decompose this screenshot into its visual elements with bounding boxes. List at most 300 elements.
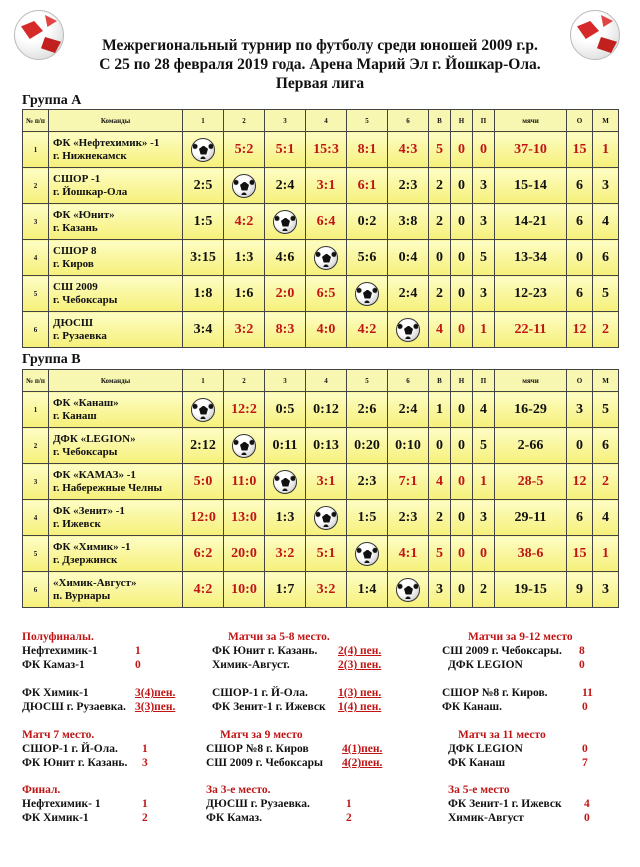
wins-count: 5: [429, 132, 451, 168]
row-number: 2: [23, 428, 49, 464]
match-score: 4: [584, 798, 590, 810]
column-header: № п/п: [23, 110, 49, 132]
team-city: г. Набережные Челны: [53, 481, 163, 494]
match-team: СШ 2009 г. Чебоксары.: [442, 645, 562, 657]
match-team: СШОР №8 г. Киров: [206, 743, 309, 755]
soccer-ball-icon: [396, 318, 420, 342]
match-score: 2(4) пен.: [338, 645, 382, 657]
match-result: 3:4: [183, 312, 224, 348]
soccer-ball-icon: [191, 398, 215, 422]
points: 12: [567, 312, 593, 348]
match-team: СШОР-1 г. Й-Ола.: [212, 687, 308, 699]
goals-ratio: 2-66: [495, 428, 567, 464]
soccer-ball-icon: [232, 174, 256, 198]
final-section: [22, 783, 202, 825]
column-header: О: [567, 370, 593, 392]
points: 3: [567, 392, 593, 428]
table-header-row: [23, 110, 619, 132]
column-header: Н: [451, 110, 473, 132]
place: 1: [593, 132, 619, 168]
match-score: 1: [142, 743, 148, 755]
goals-ratio: 29-11: [495, 500, 567, 536]
goals-ratio: 12-23: [495, 276, 567, 312]
column-header: 1: [183, 110, 224, 132]
match-result: 2:4: [388, 392, 429, 428]
team-name: СШОР -1: [53, 172, 101, 185]
table-header-row: [23, 370, 619, 392]
draws-count: 0: [451, 428, 473, 464]
column-header: 2: [224, 110, 265, 132]
place-11-section: [448, 728, 618, 770]
match-result: 11:0: [224, 464, 265, 500]
column-header: О: [567, 110, 593, 132]
column-header: В: [429, 370, 451, 392]
column-header: Команды: [49, 370, 183, 392]
wins-count: 3: [429, 572, 451, 608]
table-row: [23, 204, 619, 240]
table-row: [23, 464, 619, 500]
match-score: 11: [582, 687, 593, 699]
match-team: Нефтехимик- 1: [22, 798, 101, 810]
match-result: 4:6: [265, 240, 306, 276]
match-result: 1:8: [183, 276, 224, 312]
row-number: 5: [23, 276, 49, 312]
tournament-dates: С 25 по 28 февраля 2019 года. Арена Марий Эл г. Йошкар-Ола.: [99, 56, 541, 73]
self-match-cell: [265, 204, 306, 240]
soccer-ball-icon: [191, 138, 215, 162]
goals-ratio: 15-14: [495, 168, 567, 204]
match-score: 1: [135, 645, 141, 657]
place-9-section: [206, 728, 416, 770]
wins-count: 2: [429, 500, 451, 536]
match-score: 8: [579, 645, 585, 657]
match-score: 2(3) пен.: [338, 659, 382, 671]
losses-count: 5: [473, 240, 495, 276]
match-result: 2:3: [347, 464, 388, 500]
column-header: 4: [306, 370, 347, 392]
self-match-cell: [224, 168, 265, 204]
match-result: 2:12: [183, 428, 224, 464]
draws-count: 0: [451, 312, 473, 348]
match-score: 2: [346, 812, 352, 824]
place-5-section: [448, 783, 618, 825]
wins-count: 2: [429, 276, 451, 312]
match-team: ФК Канаш.: [442, 701, 502, 713]
team-cell: [49, 428, 183, 464]
goals-ratio: 14-21: [495, 204, 567, 240]
match-result: 0:4: [388, 240, 429, 276]
match-score: 0: [582, 743, 588, 755]
team-name: ДЮСШ: [53, 316, 93, 329]
match-score: 0: [584, 812, 590, 824]
row-number: 2: [23, 168, 49, 204]
team-name: ФК «Химик» -1: [53, 540, 131, 553]
goals-ratio: 37-10: [495, 132, 567, 168]
row-number: 4: [23, 500, 49, 536]
losses-count: 0: [473, 536, 495, 572]
self-match-cell: [306, 240, 347, 276]
team-name: СШ 2009: [53, 280, 98, 293]
match-result: 0:12: [306, 392, 347, 428]
self-match-cell: [347, 536, 388, 572]
match-result: 3:2: [265, 536, 306, 572]
place: 4: [593, 500, 619, 536]
match-result: 2:0: [265, 276, 306, 312]
place: 3: [593, 168, 619, 204]
self-match-cell: [183, 392, 224, 428]
points: 6: [567, 276, 593, 312]
match-result: 5:2: [224, 132, 265, 168]
match-result: 4:3: [388, 132, 429, 168]
match-team: Нефтехимик-1: [22, 645, 98, 657]
column-header: 4: [306, 110, 347, 132]
match-result: 4:1: [388, 536, 429, 572]
match-result: 3:1: [306, 464, 347, 500]
match-result: 0:10: [388, 428, 429, 464]
match-score: 4(1)пен.: [342, 743, 383, 755]
match-score: 3: [142, 757, 148, 769]
section-title: За 5-е место: [448, 784, 510, 796]
wins-count: 2: [429, 168, 451, 204]
match-result: 0:5: [265, 392, 306, 428]
team-city: г. Киров: [53, 257, 94, 270]
team-cell: [49, 500, 183, 536]
match-result: 5:6: [347, 240, 388, 276]
match-team: ФК Канаш: [448, 757, 506, 769]
goals-ratio: 38-6: [495, 536, 567, 572]
match-result: 2:5: [183, 168, 224, 204]
match-result: 8:3: [265, 312, 306, 348]
match-score: 7: [582, 757, 588, 769]
section-title: Финал.: [22, 784, 61, 796]
soccer-ball-icon: [273, 470, 297, 494]
draws-count: 0: [451, 536, 473, 572]
column-header: 6: [388, 110, 429, 132]
section-title: За 3-е место.: [206, 784, 271, 796]
team-cell: [49, 276, 183, 312]
section-title: Матч 7 место.: [22, 729, 95, 741]
group-a-table: [22, 109, 619, 348]
place: 6: [593, 428, 619, 464]
match-score: 2: [142, 812, 148, 824]
match-score: 0: [582, 701, 588, 713]
team-name: ФК «Зенит» -1: [53, 504, 125, 517]
row-number: 6: [23, 572, 49, 608]
team-cell: [49, 168, 183, 204]
draws-count: 0: [451, 464, 473, 500]
match-result: 12:0: [183, 500, 224, 536]
row-number: 6: [23, 312, 49, 348]
column-header: П: [473, 110, 495, 132]
place: 3: [593, 572, 619, 608]
match-result: 3:1: [306, 168, 347, 204]
match-team: ФК Химик-1: [22, 687, 89, 699]
match-result: 3:15: [183, 240, 224, 276]
losses-count: 3: [473, 204, 495, 240]
team-city: г. Дзержинск: [53, 553, 118, 566]
match-result: 4:2: [347, 312, 388, 348]
semifinals-section: [22, 630, 212, 714]
wins-count: 4: [429, 464, 451, 500]
column-header: М: [593, 110, 619, 132]
wins-count: 4: [429, 312, 451, 348]
match-result: 7:1: [388, 464, 429, 500]
table-row: [23, 168, 619, 204]
match-result: 0:11: [265, 428, 306, 464]
match-score: 3(4)пен.: [135, 687, 176, 699]
team-city: п. Вурнары: [53, 589, 111, 602]
match-team: СШОР-1 г. Й-Ола.: [22, 743, 118, 755]
draws-count: 0: [451, 500, 473, 536]
match-team: Химик-Август.: [212, 659, 290, 671]
section-title: Полуфиналы.: [22, 631, 94, 643]
draws-count: 0: [451, 132, 473, 168]
group-b-table: [22, 369, 619, 608]
column-header: 6: [388, 370, 429, 392]
self-match-cell: [224, 428, 265, 464]
column-header: 1: [183, 370, 224, 392]
match-score: 1(3) пен.: [338, 687, 382, 699]
section-title: Матч за 9 место: [220, 729, 303, 741]
team-name: «Химик-Август»: [53, 576, 137, 589]
points: 6: [567, 168, 593, 204]
wins-count: 0: [429, 240, 451, 276]
group-b-label: Группа В: [22, 352, 81, 367]
match-result: 1:6: [224, 276, 265, 312]
match-result: 1:3: [224, 240, 265, 276]
match-team: ФК Камаз-1: [22, 659, 85, 671]
self-match-cell: [265, 464, 306, 500]
match-result: 13:0: [224, 500, 265, 536]
column-header: мячи: [495, 110, 567, 132]
column-header: Команды: [49, 110, 183, 132]
points: 15: [567, 536, 593, 572]
match-result: 3:2: [224, 312, 265, 348]
self-match-cell: [388, 312, 429, 348]
match-result: 20:0: [224, 536, 265, 572]
losses-count: 0: [473, 132, 495, 168]
match-result: 15:3: [306, 132, 347, 168]
team-city: г. Чебоксары: [53, 293, 118, 306]
team-city: г. Казань: [53, 221, 98, 234]
places-9-12-section: [442, 630, 622, 714]
team-cell: [49, 204, 183, 240]
losses-count: 5: [473, 428, 495, 464]
match-team: ФК Зенит-1 г. Ижевск: [212, 701, 326, 713]
match-score: 0: [135, 659, 141, 671]
match-score: 0: [579, 659, 585, 671]
team-cell: [49, 464, 183, 500]
wins-count: 0: [429, 428, 451, 464]
draws-count: 0: [451, 392, 473, 428]
match-result: 6:4: [306, 204, 347, 240]
table-row: [23, 572, 619, 608]
row-number: 4: [23, 240, 49, 276]
match-team: ФК Юнит г. Казань.: [22, 757, 128, 769]
section-title: Матчи за 5-8 место.: [228, 631, 330, 643]
soccer-ball-logo-left: [14, 10, 64, 60]
column-header: 5: [347, 110, 388, 132]
column-header: 5: [347, 370, 388, 392]
soccer-ball-icon: [355, 542, 379, 566]
table-row: [23, 392, 619, 428]
points: 15: [567, 132, 593, 168]
self-match-cell: [388, 572, 429, 608]
team-city: г. Рузаевка: [53, 329, 107, 342]
soccer-ball-icon: [396, 578, 420, 602]
match-team: ФК Камаз.: [206, 812, 263, 824]
match-result: 4:2: [183, 572, 224, 608]
place: 2: [593, 312, 619, 348]
team-city: г. Нижнекамск: [53, 149, 127, 162]
soccer-ball-icon: [314, 246, 338, 270]
table-row: [23, 276, 619, 312]
match-result: 2:3: [388, 168, 429, 204]
team-cell: [49, 312, 183, 348]
column-header: М: [593, 370, 619, 392]
team-cell: [49, 536, 183, 572]
team-name: ФК «Юнит»: [53, 208, 115, 221]
match-result: 1:5: [347, 500, 388, 536]
column-header: В: [429, 110, 451, 132]
match-team: ДЮСШ г. Рузаевка.: [206, 798, 310, 810]
match-team: ДФК LEGION: [448, 659, 523, 671]
draws-count: 0: [451, 204, 473, 240]
match-result: 8:1: [347, 132, 388, 168]
section-title: Матчи за 9-12 место: [468, 631, 573, 643]
row-number: 5: [23, 536, 49, 572]
match-score: 1(4) пен.: [338, 701, 382, 713]
draws-count: 0: [451, 276, 473, 312]
match-result: 1:7: [265, 572, 306, 608]
table-row: [23, 428, 619, 464]
match-result: 2:4: [388, 276, 429, 312]
match-result: 2:4: [265, 168, 306, 204]
column-header: Н: [451, 370, 473, 392]
match-team: ДЮСШ г. Рузаевка.: [22, 701, 126, 713]
match-result: 12:2: [224, 392, 265, 428]
draws-count: 0: [451, 168, 473, 204]
place-3-section: [206, 783, 406, 825]
team-city: г. Ижевск: [53, 517, 101, 530]
goals-ratio: 13-34: [495, 240, 567, 276]
self-match-cell: [183, 132, 224, 168]
match-result: 5:1: [265, 132, 306, 168]
points: 6: [567, 204, 593, 240]
wins-count: 2: [429, 204, 451, 240]
match-result: 4:0: [306, 312, 347, 348]
wins-count: 5: [429, 536, 451, 572]
column-header: мячи: [495, 370, 567, 392]
match-score: 3(3)пен.: [135, 701, 176, 713]
soccer-ball-icon: [232, 434, 256, 458]
match-score: 1: [142, 798, 148, 810]
self-match-cell: [347, 276, 388, 312]
column-header: 3: [265, 110, 306, 132]
losses-count: 4: [473, 392, 495, 428]
place: 5: [593, 276, 619, 312]
league-name: Первая лига: [275, 75, 365, 92]
match-result: 1:5: [183, 204, 224, 240]
points: 0: [567, 428, 593, 464]
team-city: г. Йошкар-Ола: [53, 185, 128, 198]
match-score: 1: [346, 798, 352, 810]
match-team: ФК Зенит-1 г. Ижевск: [448, 798, 562, 810]
match-score: 4(2)пен.: [342, 757, 383, 769]
match-team: ФК Химик-1: [22, 812, 89, 824]
wins-count: 1: [429, 392, 451, 428]
team-cell: [49, 132, 183, 168]
goals-ratio: 22-11: [495, 312, 567, 348]
goals-ratio: 28-5: [495, 464, 567, 500]
team-name: СШОР 8: [53, 244, 97, 257]
goals-ratio: 16-29: [495, 392, 567, 428]
team-cell: [49, 240, 183, 276]
row-number: 1: [23, 392, 49, 428]
soccer-ball-icon: [273, 210, 297, 234]
places-5-8-section: [212, 630, 422, 714]
place: 5: [593, 392, 619, 428]
team-name: ДФК «LEGION»: [53, 432, 136, 445]
draws-count: 0: [451, 240, 473, 276]
losses-count: 3: [473, 168, 495, 204]
match-result: 5:1: [306, 536, 347, 572]
match-result: 6:1: [347, 168, 388, 204]
match-team: СШ 2009 г. Чебоксары: [206, 757, 323, 769]
soccer-ball-icon: [314, 506, 338, 530]
column-header: 3: [265, 370, 306, 392]
row-number: 3: [23, 204, 49, 240]
place: 2: [593, 464, 619, 500]
column-header: 2: [224, 370, 265, 392]
soccer-ball-icon: [355, 282, 379, 306]
match-result: 0:13: [306, 428, 347, 464]
self-match-cell: [306, 500, 347, 536]
team-name: ФК «Нефтехимик» -1: [53, 136, 160, 149]
match-team: Химик-Август: [448, 812, 524, 824]
team-name: ФК «КАМАЗ» -1: [53, 468, 136, 481]
table-row: [23, 312, 619, 348]
match-result: 0:2: [347, 204, 388, 240]
points: 12: [567, 464, 593, 500]
losses-count: 3: [473, 500, 495, 536]
losses-count: 2: [473, 572, 495, 608]
team-city: г. Канаш: [53, 409, 97, 422]
table-row: [23, 500, 619, 536]
place: 4: [593, 204, 619, 240]
team-cell: [49, 572, 183, 608]
match-result: 10:0: [224, 572, 265, 608]
match-result: 5:0: [183, 464, 224, 500]
points: 0: [567, 240, 593, 276]
table-row: [23, 536, 619, 572]
group-a-label: Группа А: [22, 93, 82, 108]
draws-count: 0: [451, 572, 473, 608]
match-result: 2:6: [347, 392, 388, 428]
losses-count: 1: [473, 312, 495, 348]
match-result: 3:2: [306, 572, 347, 608]
place: 6: [593, 240, 619, 276]
column-header: П: [473, 370, 495, 392]
losses-count: 1: [473, 464, 495, 500]
team-city: г. Чебоксары: [53, 445, 118, 458]
points: 9: [567, 572, 593, 608]
match-result: 1:3: [265, 500, 306, 536]
losses-count: 3: [473, 276, 495, 312]
place-7-section: [22, 728, 202, 770]
match-result: 6:2: [183, 536, 224, 572]
match-result: 2:3: [388, 500, 429, 536]
